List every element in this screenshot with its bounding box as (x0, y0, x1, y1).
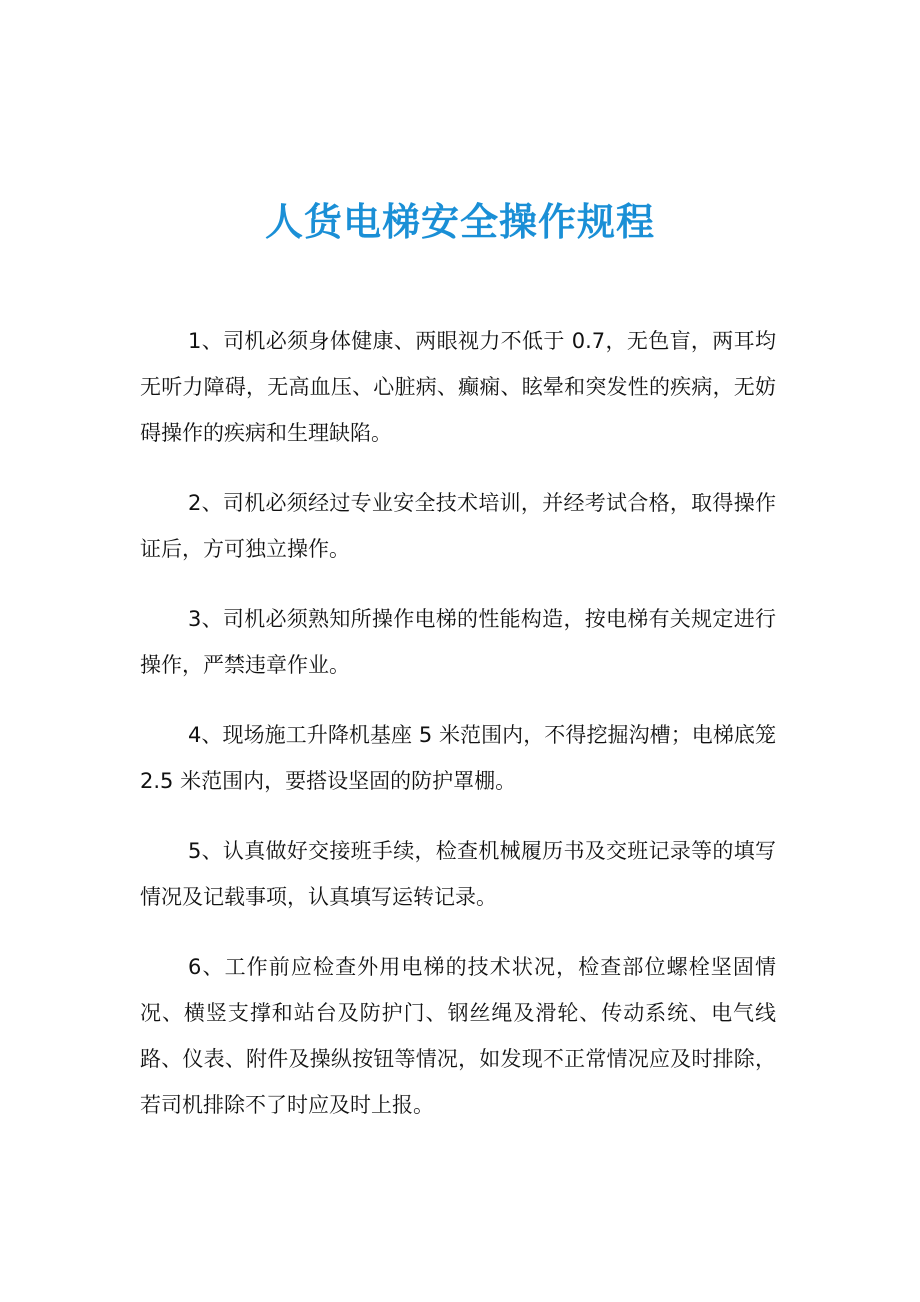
paragraph-1: 1、司机必须身体健康、两眼视力不低于 0.7，无色盲，两耳均无听力障碍，无高血压、心脏病、癫痫、眩晕和突发性的疾病，无妨碍操作的疾病和生理缺陷。 (140, 329, 776, 445)
paragraph-3: 3、司机必须熟知所操作电梯的性能构造，按电梯有关规定进行操作，严禁违章作业。 (140, 607, 776, 677)
paragraph-2: 2、司机必须经过专业安全技术培训，并经考试合格，取得操作证后，方可独立操作。 (140, 491, 776, 561)
document-title: 人货电梯安全操作规程 (264, 200, 655, 244)
paragraph-4: 4、现场施工升降机基座 5 米范围内，不得挖掘沟槽；电梯底笼 2.5 米范围内，要搭设坚固的防护罩棚。 (140, 723, 776, 793)
document-body (140, 318, 776, 1152)
paragraph-5: 5、认真做好交接班手续，检查机械履历书及交班记录等的填写情况及记载事项，认真填写运转记录。 (140, 839, 776, 909)
paragraph-6: 6、工作前应检查外用电梯的技术状况，检查部位螺栓坚固情况、横竖支撑和站台及防护门、钢丝绳及滑轮、传动系统、电气线路、仪表、附件及操纵按钮等情况，如发现不正常情况应及时排除，若司机排除不了时应及时上报。 (140, 955, 776, 1117)
